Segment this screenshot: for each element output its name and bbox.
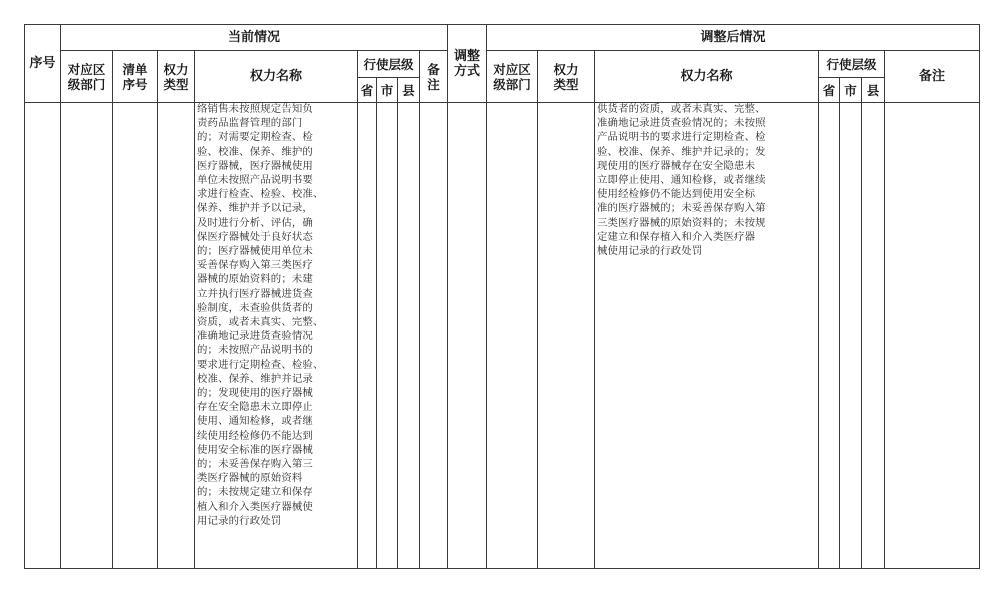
col-line-county2 bbox=[884, 50, 885, 569]
header-bottom-border bbox=[24, 102, 980, 103]
current-power-name-text: 络销售未按照规定告知负 责药品监督管理的部门 的；对需要定期检查、检 验、校准、保养、维护的 医疗器械，医疗器械使用 单位未按照产品说明书要 求进行检查、检验、校准、 保养、维护并予以记录， 及时进行分析、评估，确 保医疗器械处于良好状态 的；医疗器械使用单位未 妥善保存购入第三类医疗 器械的原始资料的；未建 立并执行医疗器械进货查 验制度，未查验供货者的 资质，或者未真实、完整、 准确地记录进货查验情况 的；未按照产品说明书的 要求进行定期检查、检验、 校准、保养、维护并记录 的；发现使用的医疗器械 存在安全隐患未立即停止 使用、通知检修，或者继 续使用经检修仍不能达到 使用安全标准的医疗器械 的；未妥善保存购入第三 类医疗器械的原始资料 的；未按规定建立和保存 植入和介入类医疗器械使 用记录的行政处罚 bbox=[197, 103, 324, 527]
header-level-adjusted: 行使层级 bbox=[826, 56, 877, 72]
header-county-adjusted: 县 bbox=[866, 82, 880, 98]
col-line-method bbox=[486, 24, 487, 569]
col-line-seq bbox=[60, 24, 61, 569]
header-power-type: 权力 类型 bbox=[163, 61, 189, 92]
header-power-name: 权力名称 bbox=[249, 69, 302, 84]
header-county: 县 bbox=[402, 82, 415, 98]
col-line-name2 bbox=[818, 50, 819, 569]
header-current-group: 当前情况 bbox=[227, 30, 280, 45]
header-dept: 对应区 级部门 bbox=[67, 61, 106, 92]
table-bottom-border bbox=[24, 568, 980, 569]
header-adjust-method: 调整 方式 bbox=[453, 48, 480, 79]
header-province: 省 bbox=[360, 82, 374, 98]
header-city: 市 bbox=[380, 82, 394, 98]
header-adjusted-group: 调整后情况 bbox=[700, 30, 766, 45]
col-line-dept2 bbox=[537, 50, 538, 569]
col-line-type bbox=[194, 50, 195, 569]
col-line-prov bbox=[376, 77, 377, 569]
col-line-name bbox=[357, 50, 358, 569]
header-power-name-adjusted: 权力名称 bbox=[680, 69, 733, 84]
header-remark-current: 备 注 bbox=[427, 61, 440, 92]
col-line-0 bbox=[24, 24, 25, 569]
col-line-county bbox=[419, 50, 420, 569]
col-line-dept bbox=[112, 50, 113, 569]
col-line-listno bbox=[157, 50, 158, 569]
col-line-remark bbox=[447, 24, 448, 569]
col-line-prov2 bbox=[839, 77, 840, 569]
header-dept-adjusted: 对应区 级部门 bbox=[493, 61, 531, 92]
col-line-type2 bbox=[594, 50, 595, 569]
header-city-adjusted: 市 bbox=[844, 82, 857, 98]
header-level: 行使层级 bbox=[363, 56, 414, 72]
power-adjustment-table bbox=[24, 24, 980, 569]
col-line-end bbox=[979, 24, 980, 569]
header-province-adjusted: 省 bbox=[822, 82, 836, 98]
header-list-no: 清单 序号 bbox=[122, 61, 148, 92]
header-remark-adjusted: 备注 bbox=[918, 69, 945, 84]
header-seq-no: 序号 bbox=[29, 56, 56, 71]
adjusted-power-name-text: 供货者的资质，或者未真实、完整、 准确地记录进货查验情况的；未按照 产品说明书的要求进行定期检查、检 验、校准、保养、维护并记录的；发 现使用的医疗器械存在安全隐患未 立即停止使用、通知检修，或者继续 使用经检修仍不能达到使用安全标 准的医疗器械的；未妥善保存购入第 三类医疗器械的原始资料的；未按规 定建立和保存植入和介入类医疗器 械使用记录的行政处罚 bbox=[597, 103, 766, 258]
col-line-city2 bbox=[861, 77, 862, 569]
col-line-city bbox=[397, 77, 398, 569]
header-power-type-adjusted: 权力 类型 bbox=[553, 61, 579, 92]
